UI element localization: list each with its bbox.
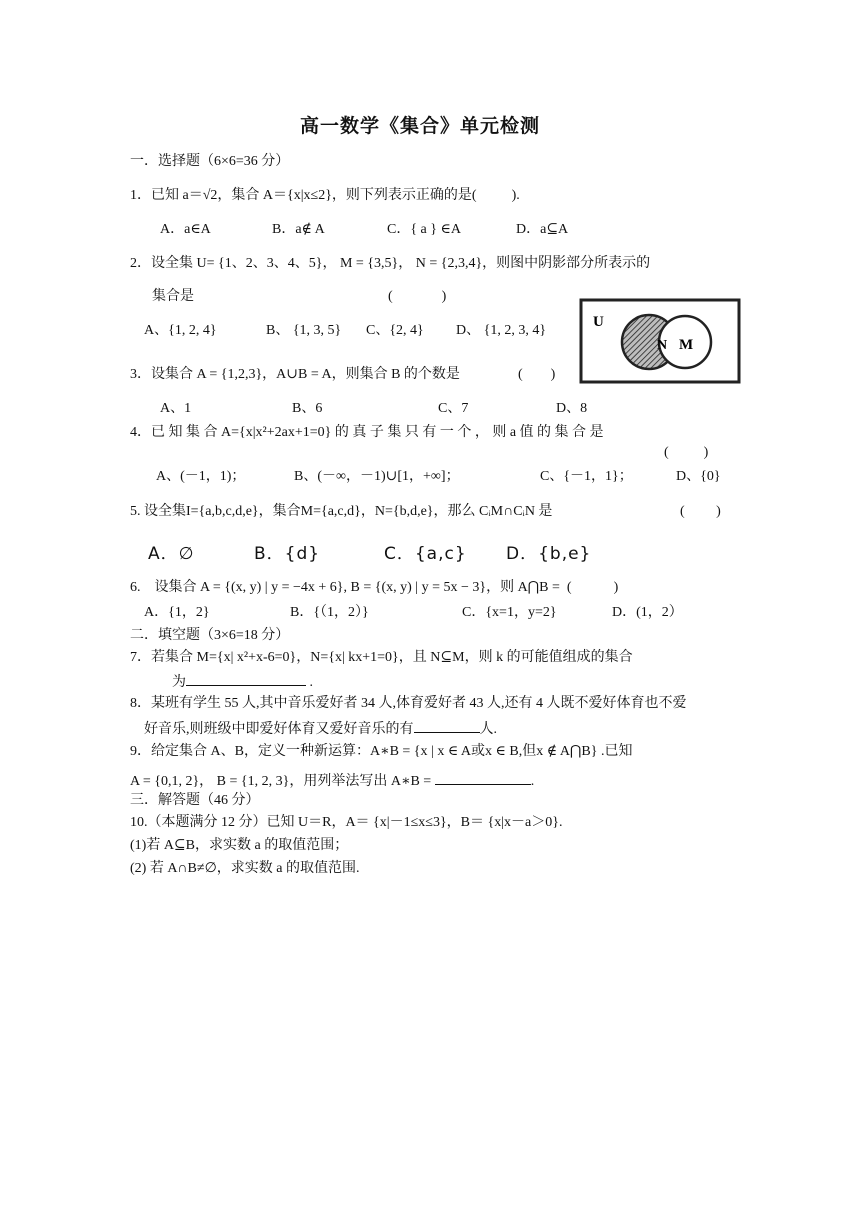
question-2-option-b: B、 {1, 3, 5} (266, 323, 342, 338)
question-5-option-b: B．{d} (254, 544, 321, 564)
question-1-stem: 1．已知 a＝√2，集合 A＝{x|x≤2}，则下列表示正确的是( ). (130, 188, 520, 203)
question-5-stem: 5. 设全集I={a,b,c,d,e}，集合M={a,c,d}，N={b,d,e}，那么 CᵢM∩CᵢN 是 (130, 504, 553, 519)
question-2-stem: 2．设全集 U= {1、2、3、4、5}， M = {3,5}， N = {2,3,4}，则图中阴影部分所表示的 (130, 256, 651, 271)
question-2-option-d: D、 {1, 2, 3, 4} (456, 323, 547, 338)
venn-diagram (579, 298, 741, 384)
question-1-option-d: D．a⊆A (516, 222, 569, 237)
question-8-line-2 (144, 718, 497, 739)
question-5-option-c: C．{a,c} (384, 544, 467, 564)
question-10-part-2: (2) 若 A∩B≠∅，求实数 a 的取值范围. (130, 861, 360, 876)
question-5-option-d: D．{b,e} (506, 544, 592, 564)
section-heading-solve: 三．解答题（46 分） (130, 793, 260, 808)
question-9-suffix: . (530, 774, 535, 789)
question-7-prefix: 为 (172, 675, 186, 690)
venn-label-u: U (593, 314, 604, 330)
question-1-option-c: C．{ a } ∈A (387, 222, 461, 237)
question-4-option-c: C、{－1，1}； (540, 469, 633, 484)
question-7-answer-blank[interactable] (186, 671, 306, 686)
question-6-option-b: B．{（1，2）} (290, 605, 369, 620)
question-8-line-1: 8．某班有学生 55 人,其中音乐爱好者 34 人,体育爱好者 43 人,还有 4 人既不爱好体育也不爱 (130, 696, 687, 711)
question-7-line-2 (172, 671, 313, 692)
question-3-option-a: A、1 (160, 401, 192, 416)
question-9-line-2 (130, 770, 534, 791)
question-9-line-1: 9．给定集合 A、B，定义一种新运算：A∗B = {x | x ∈ A或x ∈ B,但x ∉ A⋂B} .已知 (130, 744, 633, 759)
section-heading-fill: 二．填空题（3×6=18 分） (130, 628, 290, 643)
question-4-option-a: A、(－1，1)； (156, 469, 246, 484)
venn-label-n: N (657, 338, 668, 353)
question-8-prefix: 好音乐,则班级中即爱好体育又爱好音乐的有 (144, 722, 414, 737)
question-4-stem: 4．已 知 集 合 A={x|x²+2ax+1=0} 的 真 子 集 只 有 一 个 ， 则 a 值 的 集 合 是 (130, 425, 604, 440)
question-10-part-1: (1)若 A⊆B，求实数 a 的取值范围； (130, 838, 349, 853)
question-6-stem: 6. 设集合 A = {(x, y) | y = −4x + 6}, B = {(x, y) | y = 5x − 3}，则 A⋂B = ( ) (130, 580, 619, 595)
question-10-stem: 10.（本题满分 12 分）已知 U＝R，A＝ {x|－1≤x≤3}，B＝ {x|x－a＞0}. (130, 815, 563, 830)
question-4-option-b: B、(－∞，－1)∪[1，+∞]； (294, 469, 460, 484)
question-4-option-d: D、{0} (676, 469, 721, 484)
question-1-option-a: A．a∈A (160, 222, 211, 237)
question-6-option-c: C．{x=1，y=2} (462, 605, 557, 620)
question-2-option-a: A、{1, 2, 4} (144, 323, 217, 338)
question-8-suffix: 人. (479, 722, 497, 737)
question-7-suffix: . (306, 675, 313, 690)
question-5-option-a: A．∅ (148, 544, 195, 564)
question-6-option-d: D．(1，2） (612, 605, 683, 620)
question-3-option-b: B、6 (292, 401, 323, 416)
question-3-option-c: C、7 (438, 401, 469, 416)
question-4-answer-paren: ( ) (664, 445, 709, 460)
question-2-answer-paren: ( ) (388, 289, 447, 304)
question-2-option-c: C、{2, 4} (366, 323, 424, 338)
question-3-answer-paren: ( ) (518, 367, 556, 382)
question-1-option-b: B．a∉ A (272, 222, 325, 237)
page-title: 高一数学《集合》单元检测 (300, 116, 541, 137)
question-6-option-a: A．{1，2} (144, 605, 210, 620)
question-8-answer-blank[interactable] (414, 718, 480, 733)
question-7-line-1: 7．若集合 M={x| x²+x-6=0}，N={x| kx+1=0}，且 N⊆M，则 k 的可能值组成的集合 (130, 650, 633, 665)
question-2-stem-continued: 集合是 (152, 289, 194, 304)
venn-label-m: M (679, 337, 694, 353)
question-9-answer-blank[interactable] (435, 770, 531, 785)
section-heading-choice: 一．选择题（6×6=36 分） (130, 154, 290, 169)
question-3-option-d: D、8 (556, 401, 588, 416)
question-5-answer-paren: ( ) (680, 504, 721, 519)
question-9-prefix: A = {0,1, 2}， B = {1, 2, 3}，用列举法写出 A∗B = (130, 774, 432, 789)
question-3-stem: 3．设集合 A = {1,2,3}，A∪B = A，则集合 B 的个数是 (130, 367, 460, 382)
